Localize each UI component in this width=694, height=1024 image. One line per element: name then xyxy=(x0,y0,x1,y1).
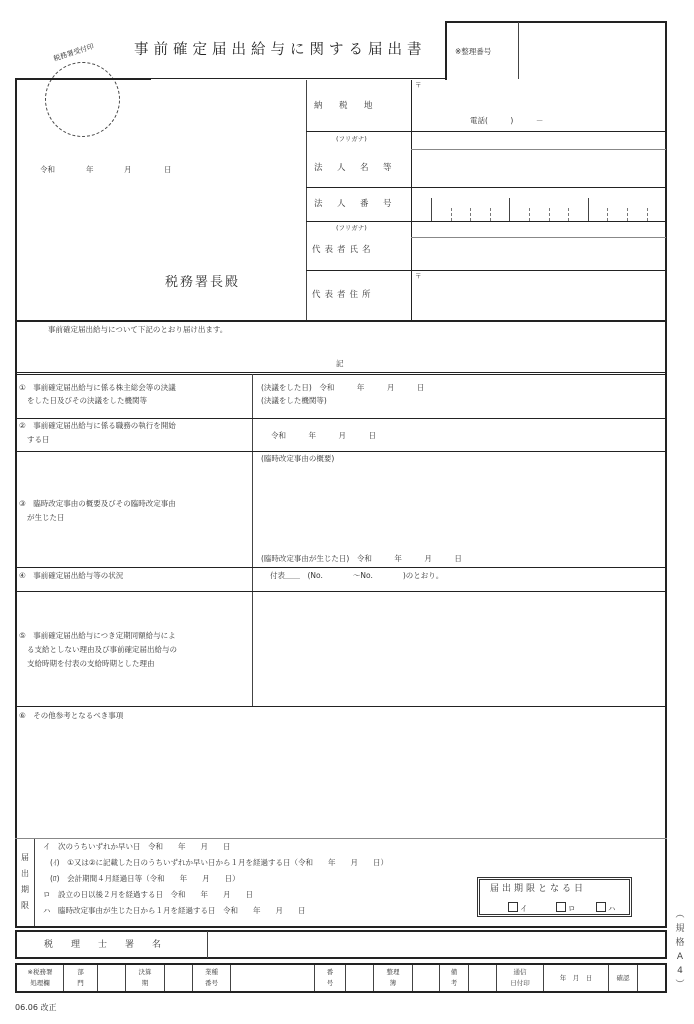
date-era: 令和 xyxy=(40,165,55,174)
deadline-side-char: 出 xyxy=(21,869,29,878)
furigana-divider xyxy=(411,149,666,150)
option-ha-label: ハ xyxy=(608,904,616,913)
deadline-line-ha: ハ 臨時改定事由が生じた日から１月を経過する日 令和 年 月 日 xyxy=(43,906,306,915)
corp-number-digit-separator xyxy=(470,208,471,221)
rep-furigana-label: (フリガナ) xyxy=(336,224,367,232)
item1-resolution-field[interactable] xyxy=(255,376,663,408)
deadline-line-i1: (ｲ) ①又は②に記載した日のうちいずれか早い日から１月を経過する日（令和 年 月 日） xyxy=(50,858,389,867)
section-divider xyxy=(15,320,667,322)
office-cell-text: 期 xyxy=(141,979,149,987)
item3-label-line1: ③ 臨時改定事由の概要及びその臨時改定事由 xyxy=(19,499,176,508)
page-title: 事前確定届出給与に関する届出書 xyxy=(134,42,427,58)
office-cell-text: 号 xyxy=(326,979,334,987)
office-cell-label xyxy=(126,965,165,991)
office-cell-text: 部 xyxy=(77,968,84,976)
office-cell-text: 年 月 日 xyxy=(559,973,593,982)
deadline-box-title: 届出期限となる日 xyxy=(490,884,587,894)
item5-label-line2: る支給としない理由及び事前確定届出給与の xyxy=(27,645,177,654)
double-line-b xyxy=(15,374,667,375)
tax-place-label: 納 税 地 xyxy=(314,101,377,111)
office-cell-field[interactable] xyxy=(346,965,374,991)
office-cell-text: 簿 xyxy=(389,979,397,987)
office-use-table xyxy=(15,963,667,993)
item2-start-date-field[interactable] xyxy=(255,420,663,450)
accountant-divider xyxy=(207,931,208,958)
phone-label: 電話( ) － xyxy=(470,116,544,125)
deadline-line-i: イ 次のうちいずれか早い日 令和 年 月 日 xyxy=(43,842,231,851)
office-cell-text: 考 xyxy=(450,979,458,987)
office-cell-text: 門 xyxy=(77,979,84,987)
deadline-line-ro: ロ 設立の日以後２月を経過する日 令和 年 月 日 xyxy=(43,890,253,899)
frame-bottom xyxy=(15,926,667,928)
office-cell-label xyxy=(64,965,98,991)
postal-mark: 〒 xyxy=(415,81,422,89)
item2-label-line2: する日 xyxy=(27,435,50,444)
double-line-a xyxy=(15,372,667,373)
row-divider xyxy=(15,591,667,592)
office-cell-field[interactable] xyxy=(638,965,671,991)
corp-number-boxes[interactable] xyxy=(412,188,665,221)
items-col-divider xyxy=(252,374,253,706)
deadline-side-char: 期 xyxy=(21,885,29,894)
item4-label: ④ 事前確定届出給与等の状況 xyxy=(19,571,124,580)
office-cell-text: 通信 xyxy=(513,968,527,976)
furigana-divider xyxy=(411,237,666,238)
corp-number-digit-separator xyxy=(451,208,452,221)
ki-label: 記 xyxy=(336,359,344,368)
item5-reason-field[interactable] xyxy=(255,593,663,705)
checkbox-ro[interactable] xyxy=(556,902,566,912)
row-divider xyxy=(306,131,666,132)
corp-number-digit-separator xyxy=(490,208,491,221)
office-cell-text: 決算 xyxy=(138,968,152,976)
office-cell-label xyxy=(440,965,469,991)
paper-size-char: ︶ xyxy=(675,980,685,990)
submission-date-field[interactable] xyxy=(60,160,180,178)
row-divider xyxy=(15,838,667,839)
corp-number-digit-separator xyxy=(568,208,569,221)
deadline-choice-box xyxy=(477,877,632,917)
checkbox-i[interactable] xyxy=(508,902,518,912)
office-cell-text: 業種 xyxy=(205,968,218,976)
stamp-label: 税務署受付印 xyxy=(52,42,95,63)
date-year: 年 xyxy=(86,165,94,174)
rep-address-field[interactable] xyxy=(425,272,663,318)
ref-number-field[interactable] xyxy=(520,24,664,78)
frame-left xyxy=(15,78,17,928)
office-cell-text: 日付印 xyxy=(510,979,530,987)
office-cell-label xyxy=(609,965,638,991)
date-day: 日 xyxy=(164,165,172,174)
corp-number-label: 法 人 番 号 xyxy=(314,199,395,209)
corp-name-furigana-field[interactable] xyxy=(413,133,663,148)
tax-place-field[interactable] xyxy=(425,82,663,112)
row-divider xyxy=(15,451,667,452)
corp-number-digit-separator xyxy=(588,198,589,221)
row-divider xyxy=(15,706,667,707)
corp-number-digit-separator xyxy=(549,208,550,221)
office-cell-field[interactable] xyxy=(165,965,193,991)
office-cell-label xyxy=(315,965,346,991)
item1-label-line2: をした日及びその決議をした機関等 xyxy=(27,396,147,405)
item6-label: ⑥ その他参考となるべき事項 xyxy=(19,711,124,720)
item3-value-top: (臨時改定事由の概要) xyxy=(261,454,335,463)
deadline-side-label xyxy=(19,850,31,914)
ref-box-left xyxy=(445,21,447,80)
office-cell-text: 処理欄 xyxy=(30,979,50,987)
option-i[interactable] xyxy=(508,902,528,913)
office-cell-label xyxy=(374,965,413,991)
option-ro-label: ロ xyxy=(568,904,576,913)
corp-number-digit-separator xyxy=(509,198,510,221)
option-ha[interactable] xyxy=(596,902,616,913)
addressee: 税務署長殿 xyxy=(165,275,241,290)
row-divider xyxy=(15,567,667,568)
office-cell-field[interactable] xyxy=(413,965,440,991)
deadline-line-i2: (ﾛ) 会計期間４月経過日等（令和 年 月 日） xyxy=(50,874,240,883)
corp-number-digit-separator xyxy=(627,208,628,221)
rep-address-label: 代表者住所 xyxy=(312,290,375,300)
row-divider xyxy=(306,221,666,222)
item1-value-line1: (決議をした日) 令和 年 月 日 xyxy=(261,383,425,392)
ref-box-top xyxy=(445,21,667,23)
item2-value: 令和 年 月 日 xyxy=(271,431,376,440)
item6-notes-field[interactable] xyxy=(18,724,663,836)
item5-label-line1: ⑤ 事前確定届出給与につき定期同額給与によ xyxy=(19,631,176,640)
option-i-label: イ xyxy=(520,904,528,913)
office-cell-field[interactable] xyxy=(469,965,497,991)
tax-office-name-field[interactable] xyxy=(40,270,160,292)
office-cell-text: ※税務署 xyxy=(27,968,53,976)
corp-number-digit-separator xyxy=(607,208,608,221)
paper-size-note xyxy=(673,908,687,992)
office-cell-label xyxy=(497,965,544,991)
rep-postal-mark: 〒 xyxy=(415,272,422,280)
receipt-stamp-circle xyxy=(45,62,120,137)
office-cell-text: 整理 xyxy=(386,968,400,976)
item4-value: 付表＿＿ (No. ～No. )のとおり。 xyxy=(270,571,444,580)
intro-statement: 事前確定届出給与について下記のとおり届け出ます。 xyxy=(48,325,228,334)
row-divider xyxy=(306,270,666,271)
item4-field[interactable] xyxy=(255,569,663,589)
corp-name-label: 法 人 名 等 xyxy=(314,163,395,173)
item1-value-line2: (決議をした機関等) xyxy=(261,396,327,405)
applicant-label-col-left xyxy=(306,80,307,320)
office-cell-label xyxy=(17,965,64,991)
deadline-side-divider xyxy=(34,839,35,927)
frame-top-left xyxy=(15,78,151,80)
item3-value-bottom: (臨時改定事由が生じた日) 令和 年 月 日 xyxy=(261,554,462,563)
item5-label-line3: 支給時期を付表の支給時期とした理由 xyxy=(27,659,155,668)
accountant-signature-field[interactable] xyxy=(210,932,664,957)
paper-size-char: ︵ xyxy=(675,910,685,920)
paper-size-char: 4 xyxy=(677,966,683,976)
office-cell-text: 確認 xyxy=(616,973,630,982)
deadline-side-char: 限 xyxy=(21,901,29,910)
office-cell-text: 備 xyxy=(450,968,458,976)
accountant-label: 税 理 士 署 名 xyxy=(44,940,162,950)
corp-name-field[interactable] xyxy=(413,151,663,186)
item3-summary-field[interactable] xyxy=(255,466,663,548)
paper-size-char: 規 xyxy=(675,924,685,934)
rep-name-field[interactable] xyxy=(413,239,663,269)
frame-right xyxy=(665,21,667,928)
corp-number-digit-separator xyxy=(647,208,648,221)
item3-label-line2: が生じた日 xyxy=(27,513,65,522)
paper-size-char: 格 xyxy=(675,938,685,948)
revision-note: 06.06 改正 xyxy=(15,1003,57,1012)
date-month: 月 xyxy=(124,165,132,174)
item1-label-line1: ① 事前確定届出給与に係る株主総会等の決議 xyxy=(19,383,176,392)
deadline-side-char: 届 xyxy=(21,853,29,862)
office-cell-label xyxy=(544,965,609,991)
office-cell-label xyxy=(193,965,231,991)
rep-name-furigana-field[interactable] xyxy=(413,223,663,236)
corp-number-digit-separator xyxy=(529,208,530,221)
frame-top-mid xyxy=(150,78,447,79)
office-cell-text: 番 xyxy=(326,968,334,976)
office-cell-field[interactable] xyxy=(231,965,315,991)
furigana-label: (フリガナ) xyxy=(336,135,367,143)
office-cell-field[interactable] xyxy=(98,965,126,991)
paper-size-char: A xyxy=(676,952,684,962)
corp-number-digit-separator xyxy=(431,198,432,221)
rep-name-label: 代表者氏名 xyxy=(312,245,375,255)
row-divider xyxy=(15,418,667,419)
ref-box-divider xyxy=(518,22,519,79)
option-ro[interactable] xyxy=(556,902,576,913)
office-cell-text: 番号 xyxy=(205,979,218,987)
item2-label-line1: ② 事前確定届出給与に係る職務の執行を開始 xyxy=(19,421,176,430)
checkbox-ha[interactable] xyxy=(596,902,606,912)
ref-number-label: ※整理番号 xyxy=(455,47,492,56)
